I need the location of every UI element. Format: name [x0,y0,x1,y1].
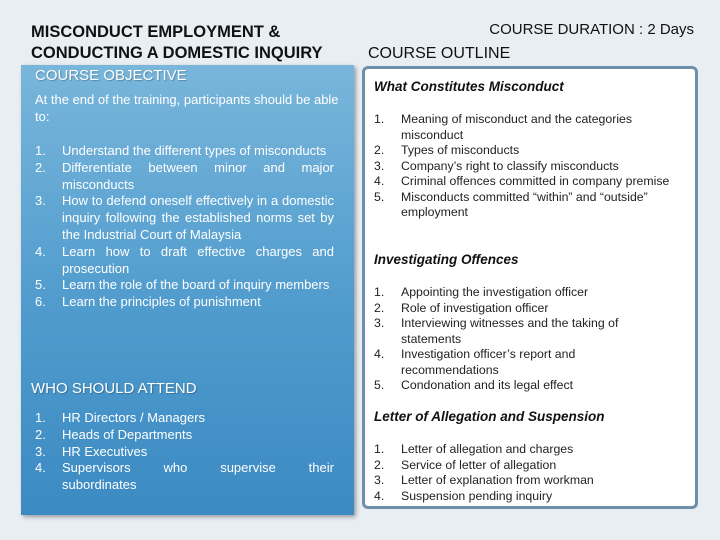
attendee-list [35,410,334,494]
list-item [35,143,334,160]
item-number: 4. [374,488,385,503]
objective-intro: At the end of the training, participants should be able to: [35,92,339,124]
course-title: MISCONDUCT EMPLOYMENT & CONDUCTING A DOMESTIC INQUIRY [31,23,323,62]
list-item [374,190,674,221]
item-number: 5. [374,378,385,392]
item-text-justified [62,460,334,477]
allegation-list [374,442,674,504]
list-item [374,458,674,474]
list-item [35,460,334,494]
course-outline-box [362,66,698,509]
objective-list [35,143,334,311]
item-number: 1. [35,143,46,158]
item-number: 1. [374,285,385,299]
item-number: 3. [374,158,385,173]
word: Supervisors [62,460,131,476]
item-text: Meaning of misconduct and the categories misconduct [401,112,633,142]
item-number: 3. [35,443,46,459]
list-item [35,160,334,194]
item-text: Learn how to draft effective charges and prosecution [62,243,334,276]
list-item [374,159,674,175]
list-item [374,112,674,143]
item-text: Role of investigation officer [401,300,549,315]
list-item [374,473,674,489]
word: who [163,460,188,476]
item-number: 3. [374,316,385,330]
word: supervise [220,460,276,476]
item-text: Criminal offences committed in company premise [401,174,670,188]
list-item [35,410,334,427]
list-item [374,285,674,301]
item-number: 2. [35,159,46,175]
list-item [35,427,334,444]
item-number: 1. [374,112,385,126]
list-item [35,244,334,278]
item-text: Investigation officer’s report and recommendations [401,347,576,377]
list-item [35,294,334,311]
list-item [374,174,674,190]
item-number: 2. [374,143,385,157]
list-item [374,301,674,317]
misconduct-list [374,112,674,221]
section-heading-misconduct: What Constitutes Misconduct [374,79,564,94]
item-text: HR Executives [62,443,148,459]
item-number: 1. [35,410,46,425]
item-text: Company’s right to classify misconducts [401,158,619,173]
item-text: HR Directors / Managers [62,410,206,425]
course-objective-heading: COURSE OBJECTIVE [35,67,187,84]
item-text: Interviewing witnesses and the taking of statements [401,316,619,346]
item-number: 2. [374,457,385,472]
list-item [374,489,674,505]
section-heading-allegation: Letter of Allegation and Suspension [374,409,605,424]
item-text-continued: subordinates [62,477,137,493]
item-number: 4. [374,347,385,361]
list-item [35,193,334,243]
item-number: 4. [35,460,46,476]
item-number: 3. [374,473,385,487]
item-text: How to defend oneself effectively in a domestic inquiry following the established norms set by the Industrial Court of Malaysia [62,193,334,242]
item-text: Service of letter of allegation [401,457,557,472]
item-text: Types of misconducts [401,143,520,157]
item-text: Letter of explanation from workman [401,473,594,487]
investigating-list [374,285,674,394]
list-item [374,378,674,394]
list-item [374,347,674,378]
item-number: 4. [374,174,385,188]
item-number: 2. [35,426,46,442]
who-should-attend-heading: WHO SHOULD ATTEND [31,380,197,397]
list-item [35,444,334,461]
item-number: 6. [35,294,46,310]
item-text: Heads of Departments [62,426,193,442]
item-text: Understand the different types of misconducts [62,143,327,158]
list-item [374,143,674,159]
item-text: Appointing the investigation officer [401,285,589,299]
list-item [35,277,334,294]
course-outline-heading: COURSE OUTLINE [368,45,511,62]
item-number: 1. [374,442,385,456]
list-item [374,442,674,458]
item-text: Differentiate between minor and major misconducts [62,159,334,192]
item-text: Condonation and its legal effect [401,378,574,392]
item-text: Learn the role of the board of inquiry members [62,277,330,293]
item-number: 4. [35,243,46,259]
list-item [374,316,674,347]
course-duration: COURSE DURATION : 2 Days [489,21,694,38]
section-heading-investigating: Investigating Offences [374,252,519,267]
item-text: Letter of allegation and charges [401,442,574,456]
item-number: 5. [374,189,385,204]
item-text: Learn the principles of punishment [62,294,261,310]
item-text: Suspension pending inquiry [401,488,553,503]
objective-panel [21,65,354,515]
item-number: 3. [35,193,46,209]
item-text: Misconducts committed “within” and “outside” employment [401,189,648,219]
item-number: 5. [35,277,46,293]
item-number: 2. [374,300,385,315]
word: their [308,460,334,476]
